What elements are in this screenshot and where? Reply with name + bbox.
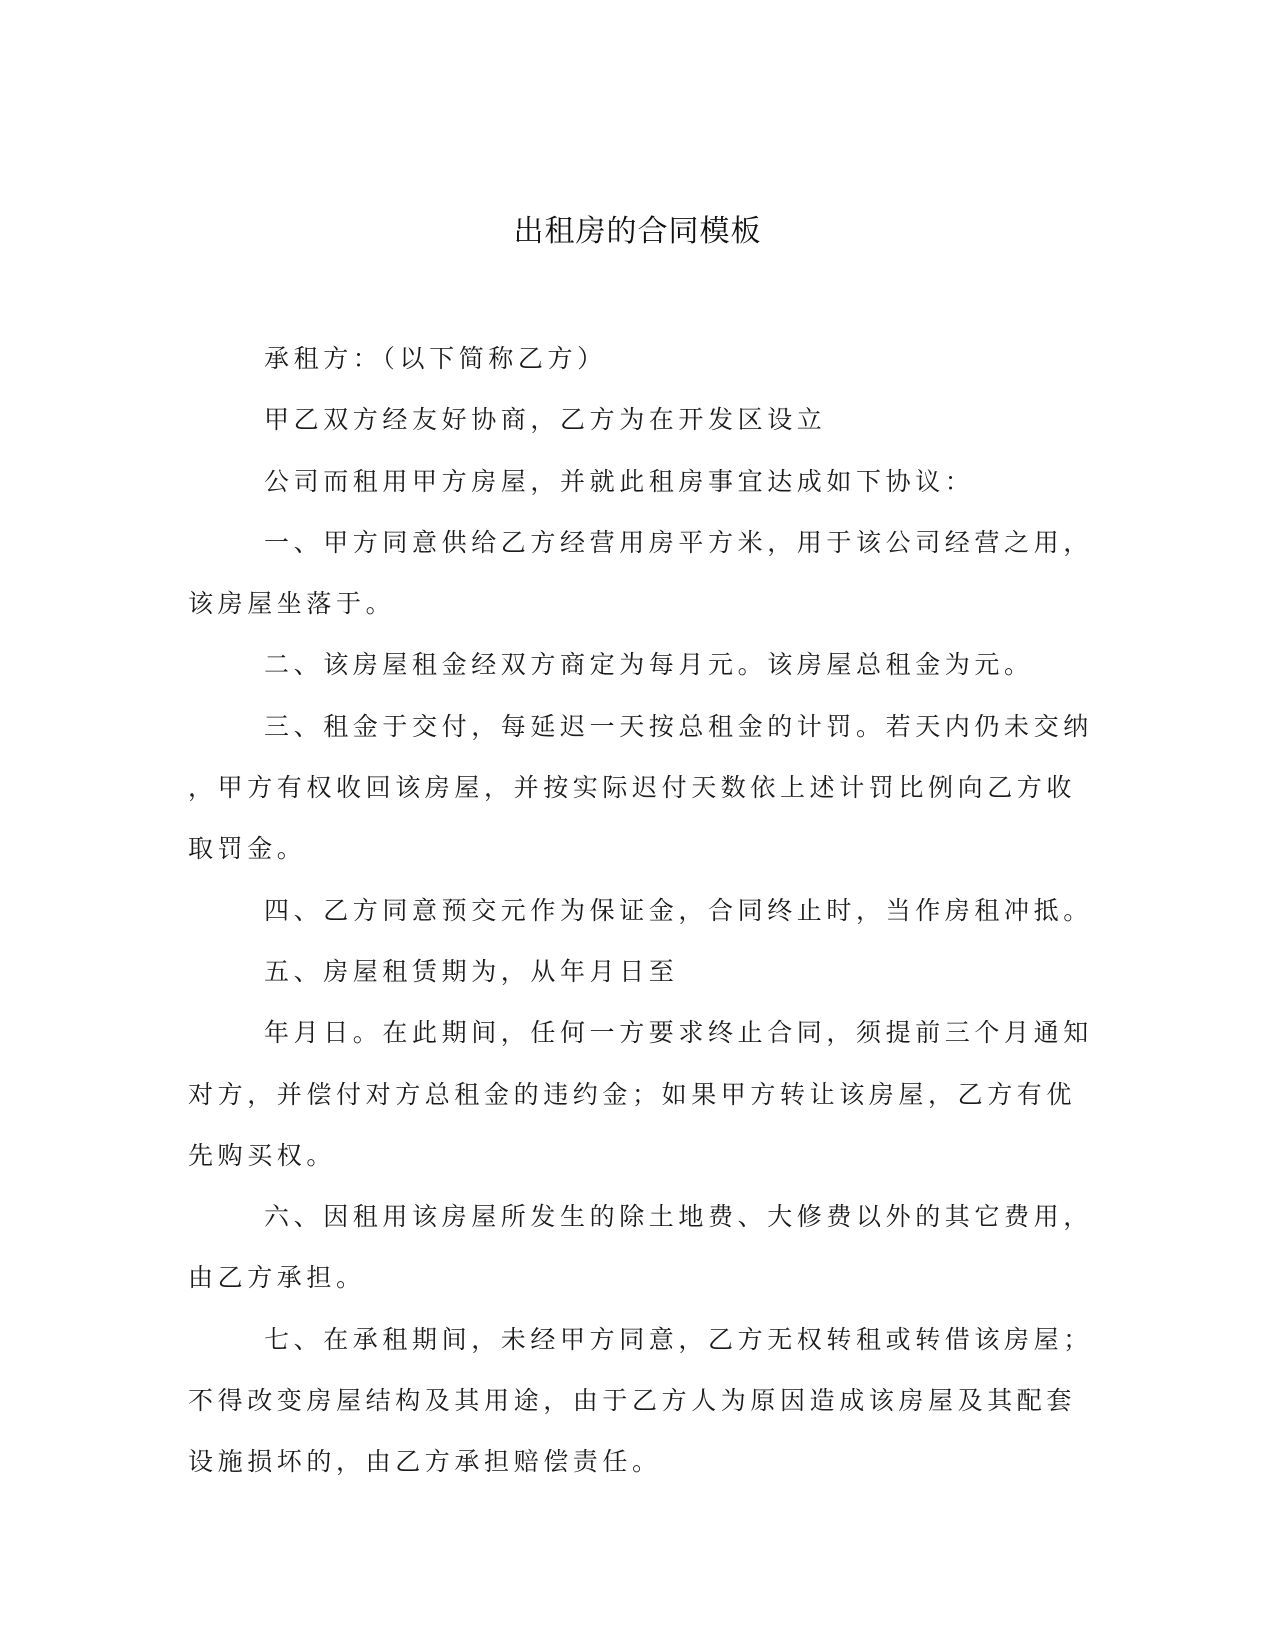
- text-line: 五、房屋租赁期为，从年月日至: [264, 956, 679, 986]
- text-line: 年月日。在此期间，任何一方要求终止合同，须提前三个月通知: [264, 1018, 1093, 1048]
- text-line: 甲乙双方经友好协商，乙方为在开发区设立: [264, 405, 827, 435]
- text-line: 先购买权。: [188, 1140, 337, 1170]
- text-line: 取罚金。: [188, 834, 307, 864]
- document-body: [188, 328, 1093, 1493]
- text-line: 一、甲方同意供给乙方经营用房平方米，用于该公司经营之用，: [264, 527, 1093, 557]
- text-line: 对方，并偿付对方总租金的违约金；如果甲方转让该房屋，乙方有优: [188, 1079, 1077, 1109]
- text-line: 由乙方承担。: [188, 1263, 366, 1293]
- text-line: 该房屋坐落于。: [188, 589, 396, 619]
- text-line: 设施损坏的，由乙方承担赔偿责任。: [188, 1447, 662, 1477]
- text-line: 二、该房屋租金经双方商定为每月元。该房屋总租金为元。: [264, 650, 1034, 680]
- text-line: 六、因租用该房屋所发生的除土地费、大修费以外的其它费用，: [264, 1202, 1093, 1232]
- text-line: 三、租金于交付，每延迟一天按总租金的计罚。若天内仍未交纳: [264, 711, 1093, 741]
- document-title: 出租房的合同模板: [513, 214, 762, 249]
- text-line: 七、在承租期间，未经甲方同意，乙方无权转租或转借该房屋；: [264, 1324, 1093, 1354]
- text-line: ，甲方有权收回该房屋，并按实际迟付天数依上述计罚比例向乙方收: [188, 773, 1077, 803]
- text-line: 不得改变房屋结构及其用途，由于乙方人为原因造成该房屋及其配套: [188, 1386, 1077, 1416]
- text-line: 公司而租用甲方房屋，并就此租房事宜达成如下协议：: [264, 466, 975, 496]
- text-line: 承租方：（以下简称乙方）: [264, 344, 607, 373]
- text-line: 四、乙方同意预交元作为保证金，合同终止时，当作房租冲抵。: [264, 895, 1093, 925]
